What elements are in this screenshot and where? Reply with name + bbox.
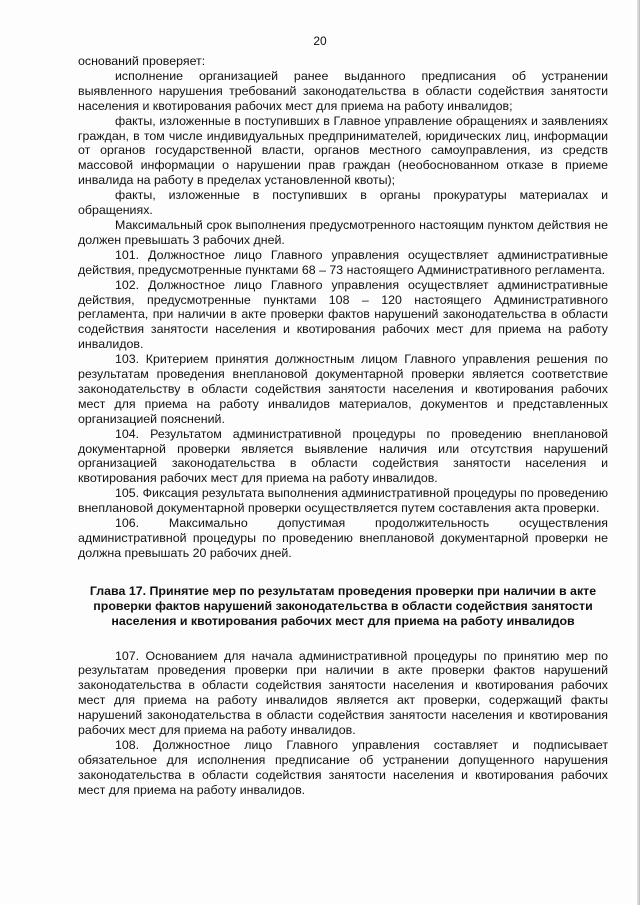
paragraph-continuation: оснований проверяет: (78, 54, 206, 68)
paragraph-item-complaints: факты, изложенные в поступивших в Главное управление обращениях и заявлениях граждан, в том числе индивидуальных предпринимателей, юридических лиц, информации от органов государственной власти, органов местного самоуправления, из средств массовой информации о нарушении прав граждан (необоснованном отказе в приеме инвалида на работу в пределах установленной квоты); (78, 113, 608, 188)
paragraph-102: 102. Должностное лицо Главного управления осуществляет административные действия, предусмотренные пунктами 108 – 120 настоящего Административного регламента, при наличии в акте проверки фактов нарушений законодательства в области содействия занятости населения и квотирования рабочих мест для приема на работу инвалидов. (78, 277, 608, 352)
chapter-heading: Глава 17. Принятие мер по результатам проведения проверки при наличии в акте проверки фактов нарушений законодательства в области содействия занятости населения и квотирования рабочих мест для приема на работу инвалидов (89, 583, 597, 628)
paragraph-107: 107. Основанием для начала административной процедуры по принятию мер по результатам проведения проверки при наличии в акте проверки фактов нарушений законодательства в области содействия занятости населения и квотирования рабочих мест для приема на работу инвалидов является акт проверки, содержащий факты нарушений законодательства в области содействия занятости населения и квотирования рабочих мест для приема на работу инвалидов. (78, 648, 608, 738)
paragraph-103: 103. Критерием принятия должностным лицом Главного управления решения по результатам проведения внеплановой документарной проверки является соответствие законодательству в области содействия занятости населения и квотирования рабочих мест для приема на работу инвалидов материалов, документов и представленных организацией пояснений. (78, 352, 608, 426)
paragraph-item-prosecutor: факты, изложенные в поступивших в органы прокуратуры материалах и обращениях. (78, 188, 608, 218)
document-body (78, 54, 608, 798)
paragraph-101: 101. Должностное лицо Главного управления осуществляет административные действия, предусмотренные пунктами 68 – 73 настоящего Административного регламента. (78, 247, 608, 277)
paragraph-106: 106. Максимально допустимая продолжительность осуществления административной процедуры по проведению внеплановой документарной проверки не должна превышать 20 рабочих дней. (78, 516, 608, 560)
paragraph-105: 105. Фиксация результата выполнения административной процедуры по проведению внеплановой документарной проверки осуществляется путем составления акта проверки. (78, 486, 608, 516)
page-number: 20 (313, 34, 327, 48)
paragraph-max-term: Максимальный срок выполнения предусмотренного настоящим пунктом действия не должен превышать 3 рабочих дней. (78, 217, 608, 247)
paragraph-108: 108. Должностное лицо Главного управления составляет и подписывает обязательное для исполнения предписание об устранении допущенного нарушения законодательства в области содействия занятости населения и квотирования рабочих мест для приема на работу инвалидов. (78, 737, 608, 797)
paragraph-item-prescription: исполнение организацией ранее выданного предписания об устранении выявленного нарушения требований законодательства в области содействия занятости населения и квотирования рабочих мест для приема на работу инвалидов; (78, 68, 608, 113)
paragraph-104: 104. Результатом административной процедуры по проведению внеплановой документарной проверки является выявление наличия или отсутствия нарушений организацией законодательства в области содействия занятости населения и квотирования рабочих мест для приема на работу инвалидов. (78, 426, 608, 486)
